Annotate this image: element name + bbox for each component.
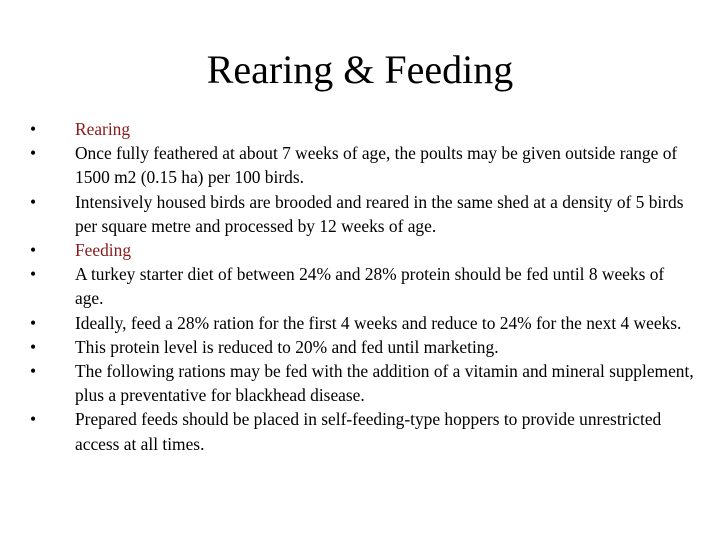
bullet-text: Prepared feeds should be placed in self-feeding-type hoppers to provide unrestricted access at all times. [75,409,662,454]
bullet-icon: • [30,336,37,357]
bullet-item [30,335,695,359]
bullet-item-feeding-heading [30,238,695,262]
bullet-text: This protein level is reduced to 20% and fed until marketing. [75,336,499,357]
bullet-item-rearing-heading [30,117,695,141]
bullet-item [30,190,695,238]
bullet-item [30,262,695,310]
bullet-icon: • [30,191,37,212]
bullet-icon: • [30,143,37,164]
bullet-list [30,117,695,456]
bullet-icon: • [30,264,37,285]
bullet-heading: Feeding [75,240,132,261]
bullet-text: The following rations may be fed with the addition of a vitamin and mineral supplement, plus a preventative for blackhead disease. [75,361,694,406]
bullet-icon: • [30,312,37,333]
bullet-text: Ideally, feed a 28% ration for the first 4 weeks and reduce to 24% for the next 4 weeks. [75,312,682,333]
bullet-text: A turkey starter diet of between 24% and 28% protein should be fed until 8 weeks of age. [75,264,665,309]
bullet-item [30,407,695,455]
bullet-icon: • [30,119,37,139]
bullet-heading: Rearing [75,119,131,139]
bullet-icon: • [30,361,37,382]
bullet-text: Once fully feathered at about 7 weeks of age, the poults may be given outside range of 1500 m2 (0.15 ha) per 100 birds. [75,143,678,188]
bullet-item [30,311,695,335]
bullet-icon: • [30,409,37,430]
bullet-item [30,141,695,189]
slide-title: Rearing & Feeding [206,47,514,92]
bullet-text: Intensively housed birds are brooded and reared in the same shed at a density of 5 birds per square metre and processed by 12 weeks of age. [75,191,684,236]
bullet-item [30,359,695,407]
bullet-icon: • [30,240,37,261]
